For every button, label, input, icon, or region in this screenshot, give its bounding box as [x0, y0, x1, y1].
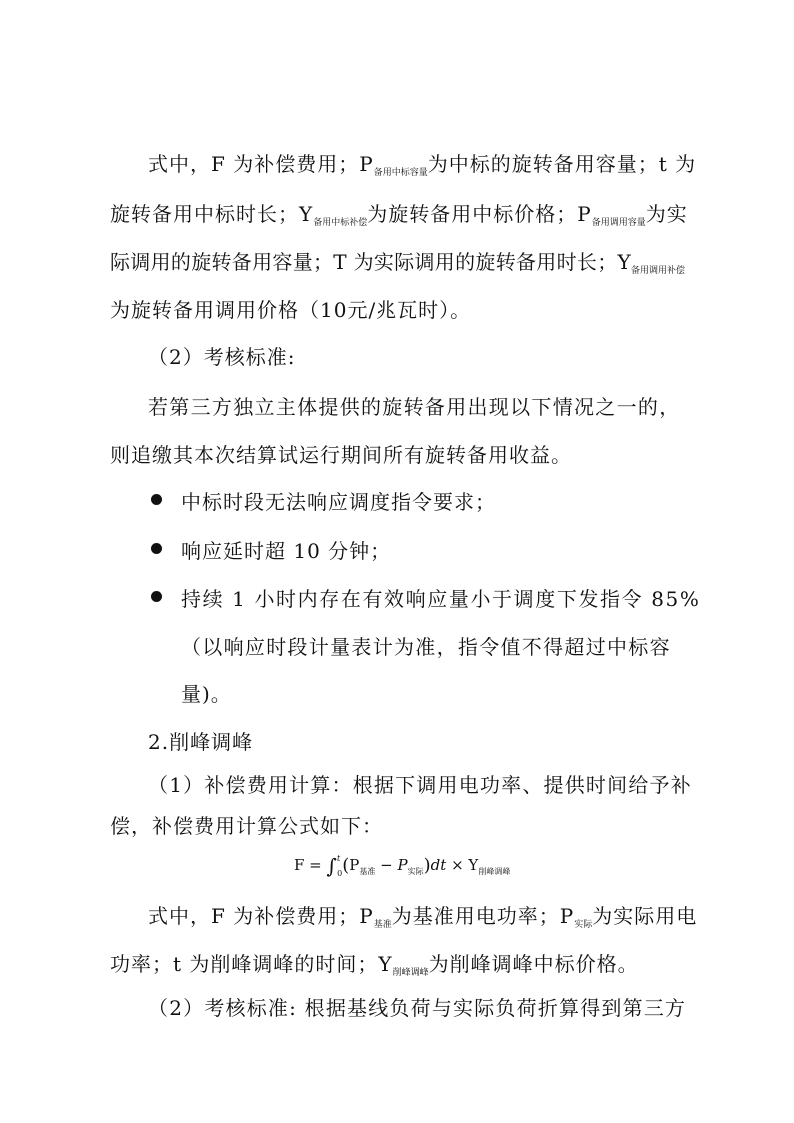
- text-segment: 为基准用电功率；P: [391, 904, 575, 928]
- formula-p-actual: P: [397, 856, 408, 874]
- left-paren-icon: (: [342, 855, 350, 876]
- subscript: 削峰调峰: [392, 968, 429, 978]
- para2-line1: [148, 902, 697, 939]
- bullet-icon: [151, 591, 162, 602]
- bullet-item-2: 响应延时超 10 分钟；: [181, 539, 392, 563]
- bullet-icon: [151, 494, 162, 505]
- text-segment: 为实际用电: [592, 904, 698, 928]
- bullet-item-1: 中标时段无法响应调度指令要求；: [181, 490, 496, 514]
- formula-dt: dt: [430, 856, 447, 874]
- compensation-line1: （1）补偿费用计算：根据下调用电功率、提供时间给予补: [148, 773, 692, 797]
- integral-icon: ∫: [326, 854, 337, 878]
- subscript: 基准: [359, 867, 376, 876]
- para2-line2: [110, 950, 639, 987]
- text-segment: 为削峰调峰中标价格。: [428, 952, 639, 976]
- text-segment: 际调用的旋转备用容量；T 为实际调用的旋转备用时长；Y: [110, 250, 631, 274]
- para1-line3: [110, 248, 685, 285]
- bullet-icon: [151, 543, 162, 554]
- text-segment: 功率；t 为削峰调峰的时间；Y: [110, 952, 393, 976]
- formula-minus: −: [380, 856, 393, 874]
- integral-lower-limit: 0: [337, 869, 343, 878]
- integral-upper-limit: t: [336, 854, 341, 863]
- assess1-heading: （2）考核标准:: [148, 345, 296, 369]
- text-segment: 为旋转备用中标价格；P: [367, 202, 592, 226]
- subscript: 备用中标容量: [373, 168, 428, 178]
- section-title-peak-shaving: 2.削峰调峰: [148, 730, 254, 754]
- bullet-item-3: 持续 1 小时内存在有效响应量小于调度下发指令 85%: [181, 587, 701, 611]
- subscript: 基准: [373, 920, 392, 930]
- bullet-item-3-cont2: 量)。: [181, 682, 232, 706]
- text-segment: 式中，F 为补偿费用；P: [148, 904, 374, 928]
- assess1-line2: 则追缴其本次结算试运行期间所有旋转备用收益。: [110, 443, 572, 467]
- text-segment: 为实: [645, 202, 688, 226]
- subscript: 备用中标补偿: [313, 218, 368, 228]
- subscript: 实际: [407, 867, 424, 876]
- subscript: 备用调用容量: [591, 218, 646, 228]
- bullet-item-3-cont1: （以响应时段计量表计为准，指令值不得超过中标容: [181, 635, 671, 659]
- formula-times-y: × Y: [451, 856, 479, 874]
- right-paren-icon: ): [423, 855, 431, 876]
- text-segment: 为中标的旋转备用容量；t 为: [427, 152, 697, 176]
- assess1-line1: 若第三方独立主体提供的旋转备用出现以下情况之一的，: [148, 395, 681, 419]
- formula-lhs: F =: [294, 856, 322, 874]
- subscript: 实际: [574, 920, 593, 930]
- formula-p-base: P: [349, 856, 360, 874]
- subscript: 削峰调峰: [478, 867, 511, 876]
- text-segment: 式中，F 为补偿费用；P: [148, 152, 374, 176]
- compensation-formula: [294, 848, 510, 885]
- para1-line1: [148, 150, 696, 187]
- subscript: 备用调用补偿: [631, 266, 686, 276]
- compensation-line2: 偿，补偿费用计算公式如下：: [110, 814, 383, 838]
- para1-line2: [110, 200, 688, 237]
- assess2-line1: （2）考核标准: 根据基线负荷与实际负荷折算得到第三方: [148, 996, 687, 1020]
- text-segment: 旋转备用中标时长；Y: [110, 202, 314, 226]
- para1-line4: 为旋转备用调用价格（10元/兆瓦时）。: [110, 298, 472, 322]
